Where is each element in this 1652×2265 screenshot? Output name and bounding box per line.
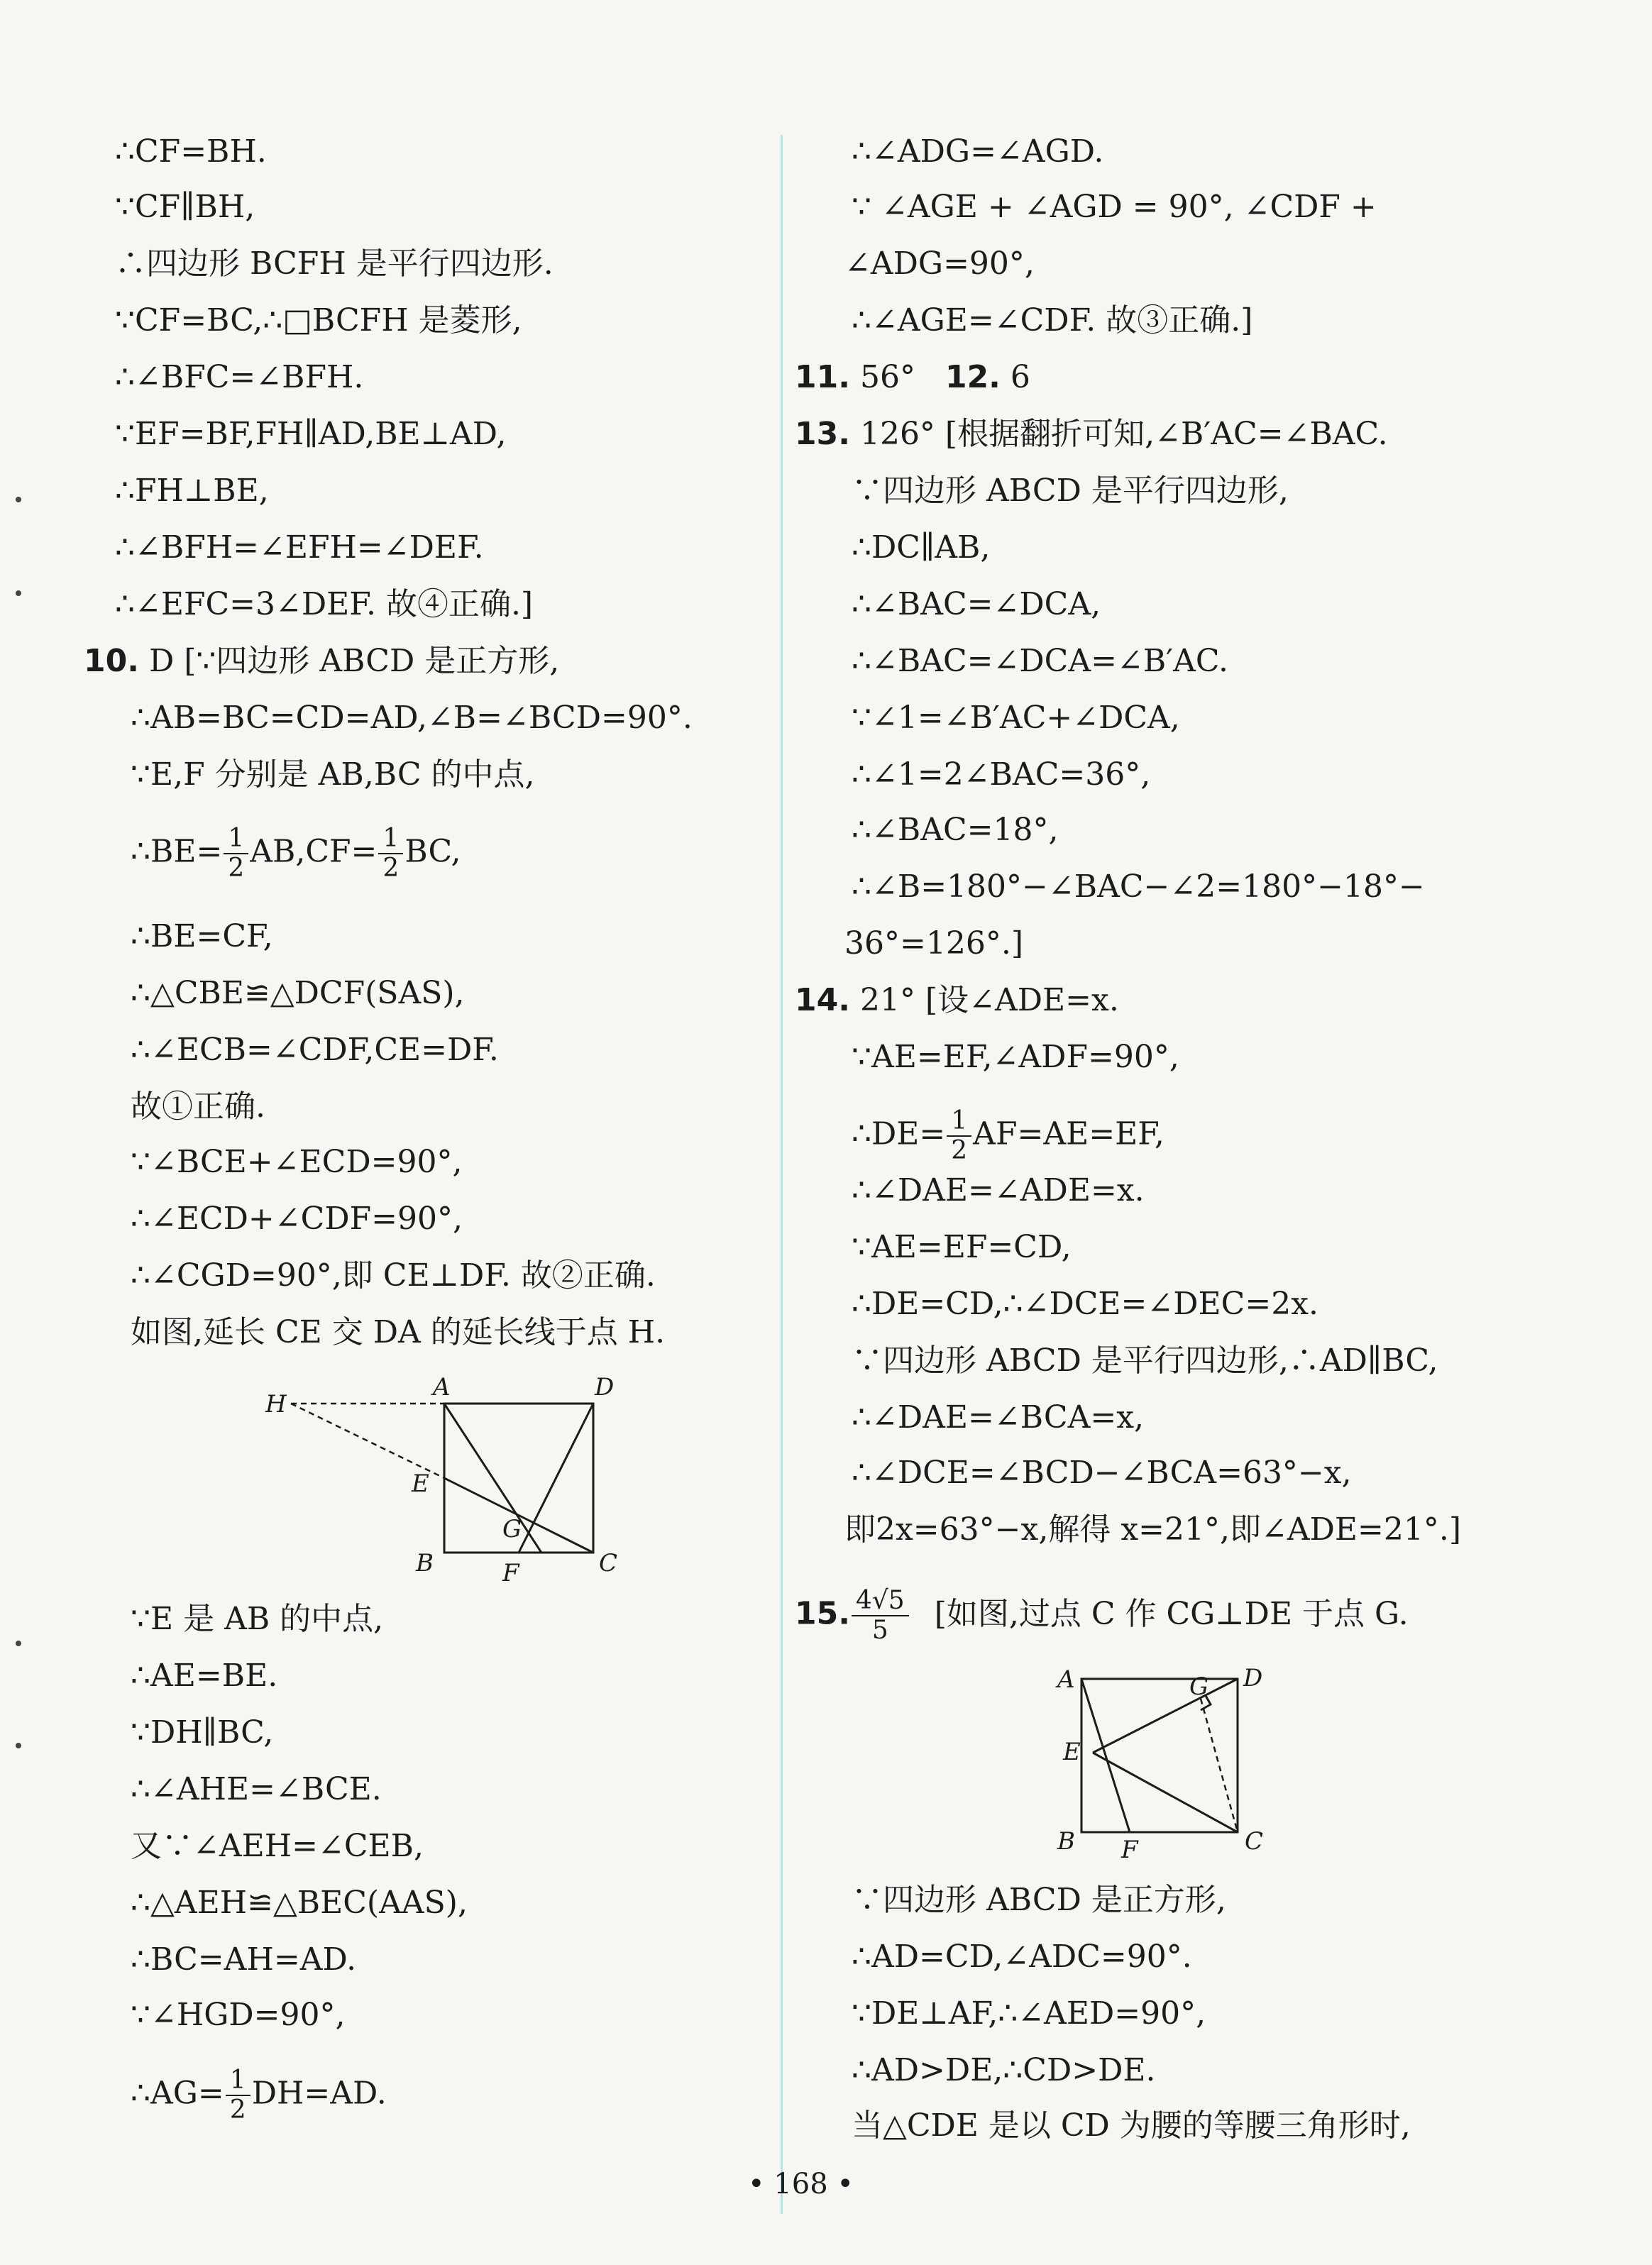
text-line: ∴∠BAC=18°, — [852, 812, 1059, 848]
fraction — [852, 1587, 909, 1645]
text-line: ∴△AEH≌△BEC(AAS), — [131, 1885, 468, 1921]
margin-dot — [16, 590, 21, 596]
text-line: ∵ ∠AGE + ∠AGD = 90°, ∠CDF + — [852, 189, 1377, 225]
label-C: C — [599, 1549, 618, 1577]
text-segment: ∴AG= — [131, 2075, 224, 2112]
question-text: 126° [根据翻折可知,∠B′AC=∠BAC. — [859, 416, 1388, 452]
question-number: 13. — [795, 416, 850, 452]
text-line: ∴CF=BH. — [115, 133, 267, 170]
fraction-line — [131, 2066, 387, 2125]
text-line: ∴∠DAE=∠BCA=x, — [852, 1399, 1145, 1435]
label-F: F — [502, 1559, 519, 1587]
text-line: ∴∠BFH=∠EFH=∠DEF. — [115, 529, 484, 566]
text-segment: BC, — [404, 833, 461, 870]
text-line: ∴∠BAC=∠DCA, — [852, 586, 1101, 622]
margin-dot — [16, 1641, 21, 1646]
label-C: C — [1245, 1827, 1264, 1856]
denominator: 2 — [228, 854, 245, 883]
label-F: F — [1121, 1836, 1138, 1859]
fraction — [224, 825, 248, 883]
square-figure-2 — [1050, 1646, 1377, 1859]
text-line: ∠ADG=90°, — [844, 246, 1035, 282]
text-line: ∵四边形 ABCD 是正方形, — [852, 1882, 1226, 1918]
text-line: ∴DE=CD,∴∠DCE=∠DEC=2x. — [852, 1286, 1319, 1322]
label-B: B — [1057, 1827, 1075, 1856]
question-10 — [84, 640, 559, 683]
text-line: ∴四边形 BCFH 是平行四边形. — [115, 246, 554, 282]
question-number: 11. — [795, 359, 850, 395]
text-line: ∴BC=AH=AD. — [131, 1941, 357, 1978]
fraction — [378, 825, 403, 883]
text-line: ∵四边形 ABCD 是平行四边形, — [852, 473, 1289, 509]
text-line: 即2x=63°−x,解得 x=21°,即∠ADE=21°.] — [844, 1511, 1462, 1548]
text-line: ∴∠ECB=∠CDF,CE=DF. — [131, 1032, 499, 1068]
text-line: ∵AE=EF,∠ADF=90°, — [852, 1039, 1179, 1075]
text-line: ∴FH⊥BE, — [115, 473, 269, 509]
question-15 — [795, 1587, 1409, 1645]
text-line: ∴AE=BE. — [131, 1658, 278, 1694]
text-line: 又∵∠AEH=∠CEB, — [131, 1828, 424, 1864]
text-line: ∵E,F 分别是 AB,BC 的中点, — [131, 756, 535, 793]
numerator: 1 — [378, 825, 403, 854]
question-text: D [∵四边形 ABCD 是正方形, — [148, 643, 560, 679]
text-line: ∴BE=CF, — [131, 918, 273, 954]
question-14 — [795, 979, 1119, 1022]
text-line: ∴AD>DE,∴CD>DE. — [852, 2052, 1156, 2088]
text-line: ∵CF∥BH, — [115, 189, 255, 225]
question-number: 12. — [945, 359, 1001, 395]
fraction-line — [131, 825, 461, 883]
text-segment: ∴BE= — [131, 833, 223, 870]
text-line: ∴∠ECD+∠CDF=90°, — [131, 1201, 463, 1237]
answer: 6 — [1010, 359, 1030, 395]
label-D: D — [595, 1373, 615, 1401]
margin-dot — [16, 1743, 21, 1748]
text-line: ∵E 是 AB 的中点, — [131, 1601, 384, 1637]
numerator: 1 — [226, 2066, 250, 2096]
denominator: 2 — [382, 854, 400, 883]
denominator: 2 — [229, 2095, 246, 2125]
text-segment: ∴DE= — [852, 1115, 946, 1152]
text-line: ∴∠ADG=∠AGD. — [852, 133, 1104, 170]
text-line: 36°=126°.] — [844, 925, 1023, 961]
text-line: ∴∠DAE=∠ADE=x. — [852, 1172, 1145, 1208]
denominator: 2 — [951, 1136, 968, 1165]
question-text: [如图,过点 C 作 CG⊥DE 于点 G. — [934, 1595, 1409, 1632]
text-line: ∴∠AGE=∠CDF. 故③正确.] — [852, 302, 1253, 338]
label-A: A — [433, 1373, 451, 1401]
text-line: ∵∠HGD=90°, — [131, 1997, 346, 2033]
text-line: ∵AE=EF=CD, — [852, 1229, 1072, 1265]
text-line: 如图,延长 CE 交 DA 的延长线于点 H. — [131, 1314, 666, 1350]
answer: 56° — [859, 359, 915, 395]
text-line: ∴DC∥AB, — [852, 529, 991, 566]
text-line: ∴∠BAC=∠DCA=∠B′AC. — [852, 643, 1229, 679]
text-line: ∴∠CGD=90°,即 CE⊥DF. 故②正确. — [131, 1257, 656, 1294]
fraction-line — [852, 1107, 1164, 1165]
text-line: ∵DH∥BC, — [131, 1714, 274, 1751]
text-line: 故①正确. — [131, 1089, 265, 1125]
text-line: ∴AB=BC=CD=AD,∠B=∠BCD=90°. — [131, 700, 693, 736]
text-line: ∴∠EFC=3∠DEF. 故④正确.] — [115, 586, 534, 622]
denominator: 5 — [871, 1616, 888, 1645]
label-H: H — [265, 1390, 287, 1418]
text-line: ∵四边形 ABCD 是平行四边形,∴AD∥BC, — [852, 1343, 1438, 1379]
text-line: ∴∠DCE=∠BCD−∠BCA=63°−x, — [852, 1455, 1352, 1491]
text-line: ∴∠B=180°−∠BAC−∠2=180°−18°− — [852, 869, 1425, 905]
question-11-12 — [795, 356, 1030, 399]
square-figure-1 — [255, 1361, 639, 1588]
label-E: E — [1063, 1738, 1081, 1766]
text-line: ∴△CBE≌△DCF(SAS), — [131, 975, 465, 1011]
question-number: 15. — [795, 1595, 850, 1632]
label-G: G — [1189, 1672, 1209, 1701]
text-line: ∴∠BFC=∠BFH. — [115, 359, 364, 395]
numerator: 1 — [224, 825, 248, 854]
text-line: ∵EF=BF,FH∥AD,BE⊥AD, — [115, 416, 507, 452]
text-line: ∴∠1=2∠BAC=36°, — [852, 756, 1151, 793]
text-segment: DH=AD. — [251, 2075, 387, 2112]
text-line: ∴AD=CD,∠ADC=90°. — [852, 1939, 1192, 1975]
label-E: E — [412, 1470, 429, 1498]
fraction — [947, 1107, 971, 1165]
text-line: ∵CF=BC,∴□BCFH 是菱形, — [115, 302, 522, 338]
column-divider — [781, 135, 783, 2214]
margin-dot — [16, 497, 21, 502]
text-line: ∵∠BCE+∠ECD=90°, — [131, 1144, 463, 1180]
question-number: 14. — [795, 982, 850, 1018]
numerator: 4√5 — [852, 1587, 909, 1616]
label-D: D — [1243, 1664, 1263, 1692]
page-number: • 168 • — [748, 2168, 854, 2200]
label-G: G — [502, 1515, 522, 1543]
numerator: 1 — [947, 1107, 971, 1137]
text-segment: AF=AE=EF, — [973, 1115, 1164, 1152]
text-segment: AB,CF= — [250, 833, 378, 870]
text-line: 当△CDE 是以 CD 为腰的等腰三角形时, — [852, 2107, 1411, 2144]
text-line: ∴∠AHE=∠BCE. — [131, 1771, 382, 1807]
question-number: 10. — [84, 643, 139, 679]
fraction — [226, 2066, 250, 2125]
text-line: ∵∠1=∠B′AC+∠DCA, — [852, 700, 1180, 736]
label-B: B — [416, 1549, 434, 1577]
question-13 — [795, 413, 1388, 456]
question-text: 21° [设∠ADE=x. — [859, 982, 1119, 1018]
text-line: ∵DE⊥AF,∴∠AED=90°, — [852, 1995, 1206, 2032]
label-A: A — [1057, 1665, 1075, 1694]
